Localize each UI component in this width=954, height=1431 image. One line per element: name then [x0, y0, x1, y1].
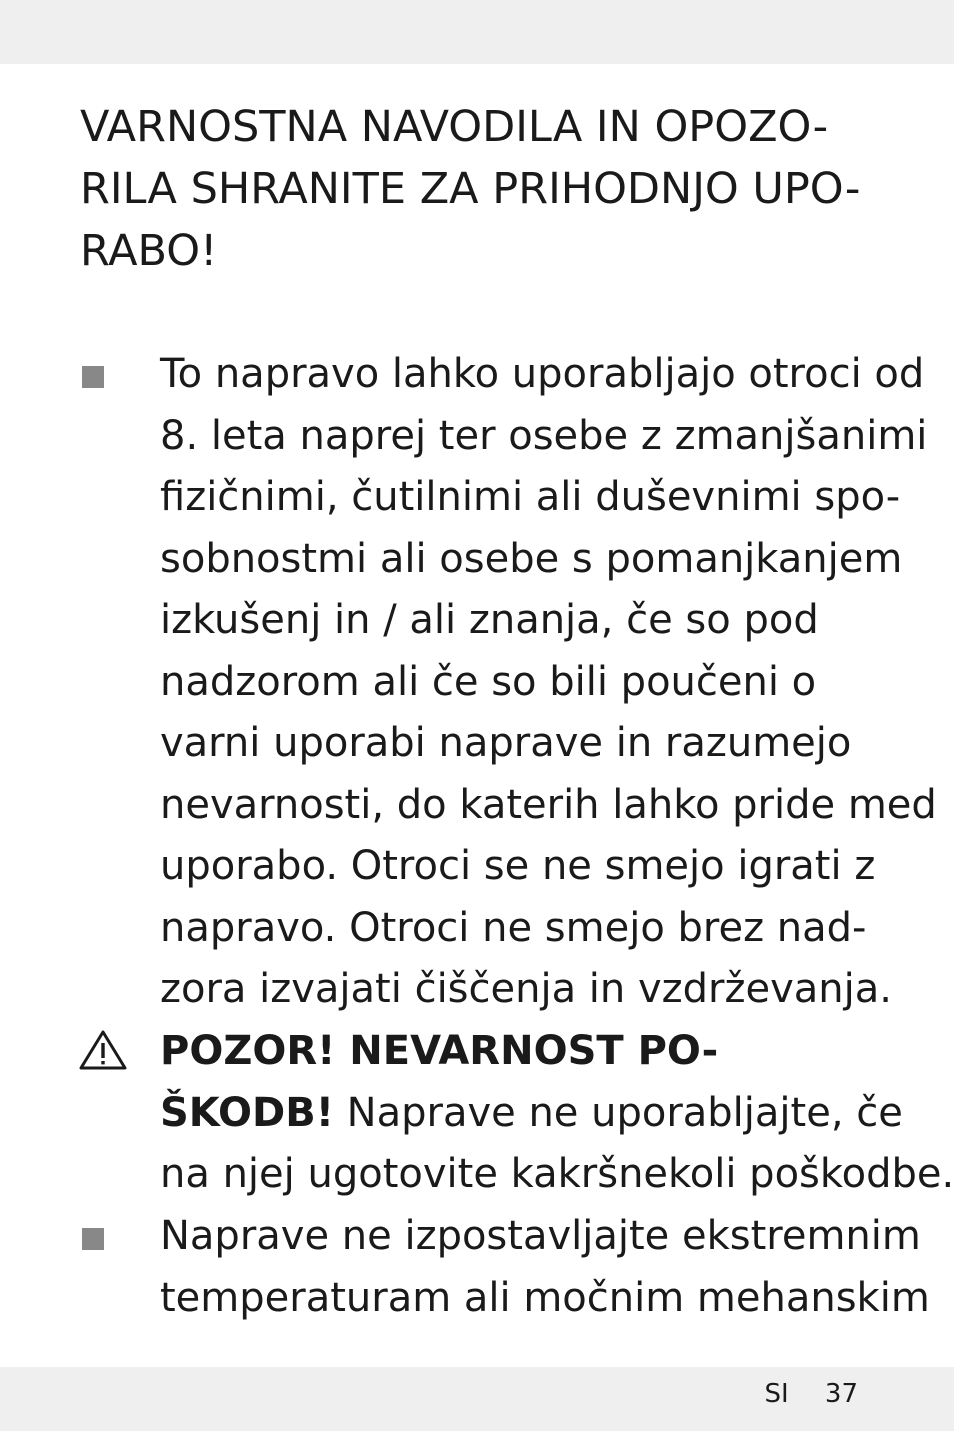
text-line: To napravo lahko uporabljajo otroci od: [160, 351, 925, 397]
text-line: sobnostmi ali osebe s pomanjkanjem: [160, 535, 903, 582]
language-code: SI: [764, 1379, 789, 1409]
item-text: [160, 1206, 930, 1329]
heading-line: RABO!: [80, 226, 218, 276]
text-line: fizičnimi, čutilnimi ali duševnimi spo-: [160, 474, 901, 520]
text-line: varni uporabi naprave in razumejo: [160, 720, 852, 766]
text-line: na njej ugotovite kakršnekoli poškodbe.: [160, 1151, 954, 1197]
text-line: temperaturam ali močnim mehanskim: [160, 1274, 930, 1321]
item-text: [160, 344, 937, 1021]
text-line: 8. leta naprej ter osebe z zmanjšanimi: [160, 412, 928, 459]
item-text: [160, 1021, 954, 1206]
square-bullet-icon: [82, 366, 104, 388]
heading-line: RILA SHRANITE ZA PRIHODNJO UPO-: [80, 164, 861, 214]
text-line: izkušenj in / ali znanja, če so pod: [160, 597, 819, 643]
text-line: nadzorom ali če so bili poučeni o: [160, 658, 817, 705]
text-line: zora izvajati čiščenja in vzdrževanja.: [160, 966, 892, 1012]
section-heading: [80, 96, 880, 282]
warning-text: Naprave ne uporabljajte, če: [333, 1089, 903, 1136]
text-line: Naprave ne izpostavljajte ekstremnim: [160, 1213, 921, 1259]
page-number: 37: [824, 1379, 858, 1409]
square-bullet-icon: [82, 1228, 104, 1250]
text-line: [160, 1083, 920, 1145]
warning-title-end: ŠKODB!: [160, 1089, 334, 1136]
text-line: napravo. Otroci ne smejo brez nad-: [160, 904, 867, 951]
heading-line: VARNOSTNA NAVODILA IN OPOZO-: [80, 102, 829, 152]
warning-title: POZOR! NEVARNOST PO-: [160, 1028, 719, 1074]
page-footer: [764, 1372, 858, 1416]
warning-triangle-icon: [78, 1029, 128, 1071]
text-line: uporabo. Otroci se ne smejo igrati z: [160, 843, 876, 889]
top-margin-band: [0, 0, 954, 64]
text-line: nevarnosti, do katerih lahko pride med: [160, 781, 937, 828]
